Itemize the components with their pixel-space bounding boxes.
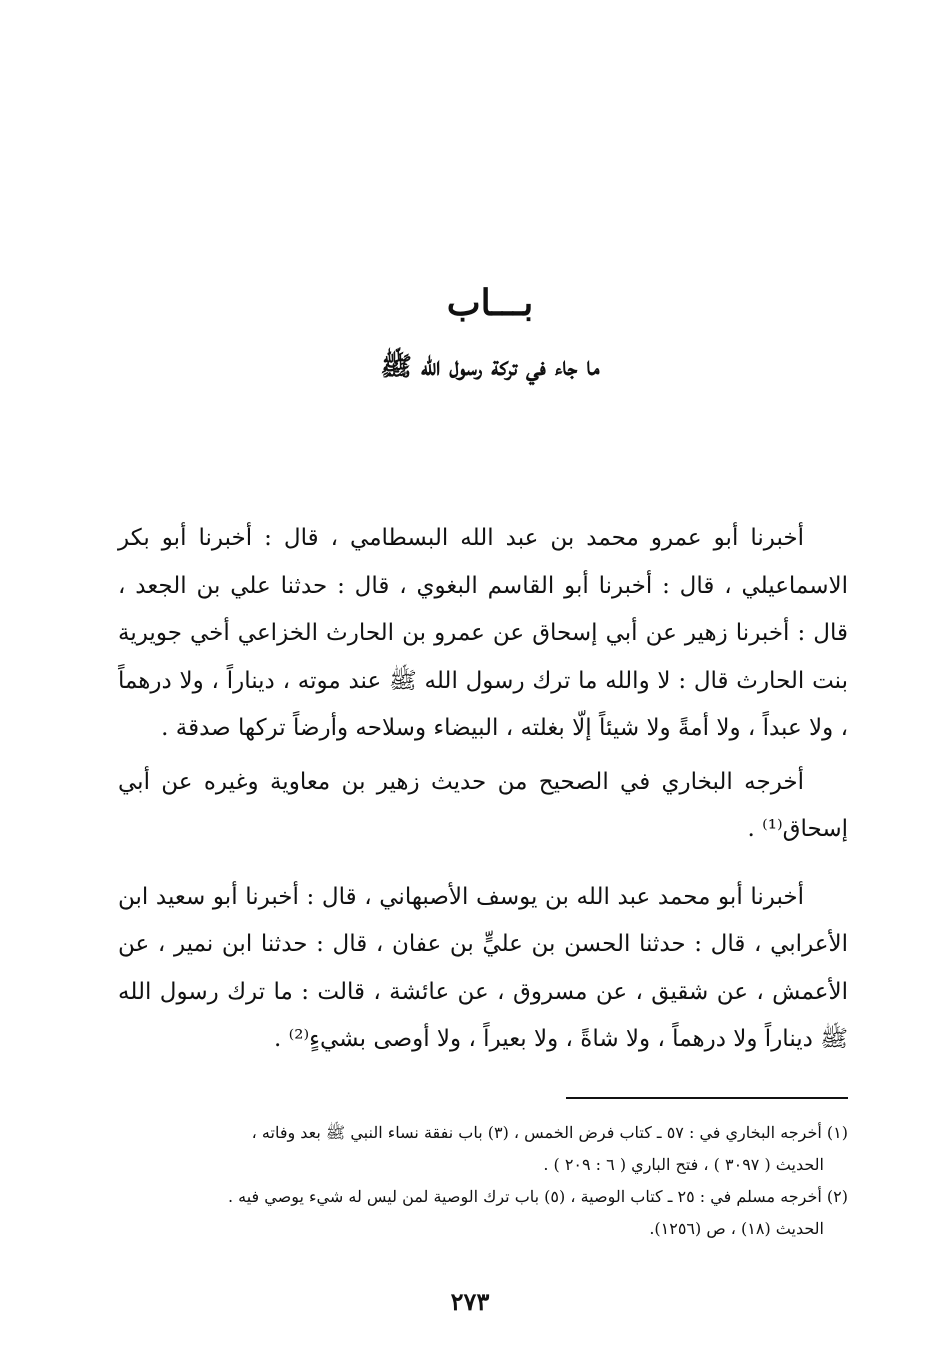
footnote-2-line-2: الحديث (١٨) ، ص (١٢٥٦).: [649, 1219, 824, 1238]
footnote-divider: [566, 1097, 848, 1099]
page-number: ٢٧٣: [450, 1287, 490, 1316]
chapter-label: بـــاب: [446, 282, 534, 324]
footnote-2-line-1: (٢) أخرجه مسلم في : ٢٥ ـ كتاب الوصية ، (٥) باب ترك الوصية لمن ليس له شيء يوصي فيه .: [227, 1187, 848, 1206]
paragraph-takhrij: أخرجه البخاري في الصحيح من حديث زهير بن معاوية وغيره عن أبي إسحاق⁽¹⁾ .: [118, 768, 848, 842]
paragraph-hadith-2: أخبرنا أبو محمد عبد الله بن يوسف الأصبهاني ، قال : أخبرنا أبو سعيد ابن الأعرابي ، قال : حدثنا الحسن بن عليٍّ بن عفان ، قال : حدثنا ابن نمير ، عن الأعمش ، عن شقيق ، عن مسروق ، عن عائشة ، قالت : ما ترك رسول الله ﷺ ديناراً ولا درهماً ، ولا شاةً ، ولا بعيراً ، ولا أوصى بشيءٍ⁽²⁾ .: [118, 883, 848, 1052]
paragraph-hadith-1: أخبرنا أبو عمرو محمد بن عبد الله البسطامي ، قال : أخبرنا أبو بكر الاسماعيلي ، قال : أخبرنا أبو القاسم البغوي ، قال : حدثنا علي بن الجعد ، قال : أخبرنا زهير عن أبي إسحاق عن عمرو بن الحارث الخزاعي أخي جويرية بنت الحارث قال : لا والله ما ترك رسول الله ﷺ عند موته ، ديناراً ، ولا درهماً ، ولا عبداً ، ولا أمةً ولا شيئاً إلّا بغلته ، البيضاء وسلاحه وأرضاً تركها صدقة .: [118, 525, 849, 741]
footnote-1-line-2: الحديث ( ٣٠٩٧ ) ، فتح الباري ( ٦ : ٢٠٩ ) .: [543, 1155, 824, 1174]
chapter-title: ما جاء في تركة رسول الله ﷺ: [380, 352, 600, 382]
footnote-1-line-1: (١) أخرجه البخاري في : ٥٧ ـ كتاب فرض الخمس ، (٣) باب نفقة نساء النبي ﷺ بعد وفاته ،: [251, 1123, 848, 1142]
footnotes: [118, 1117, 848, 1245]
main-text: [118, 515, 848, 1064]
